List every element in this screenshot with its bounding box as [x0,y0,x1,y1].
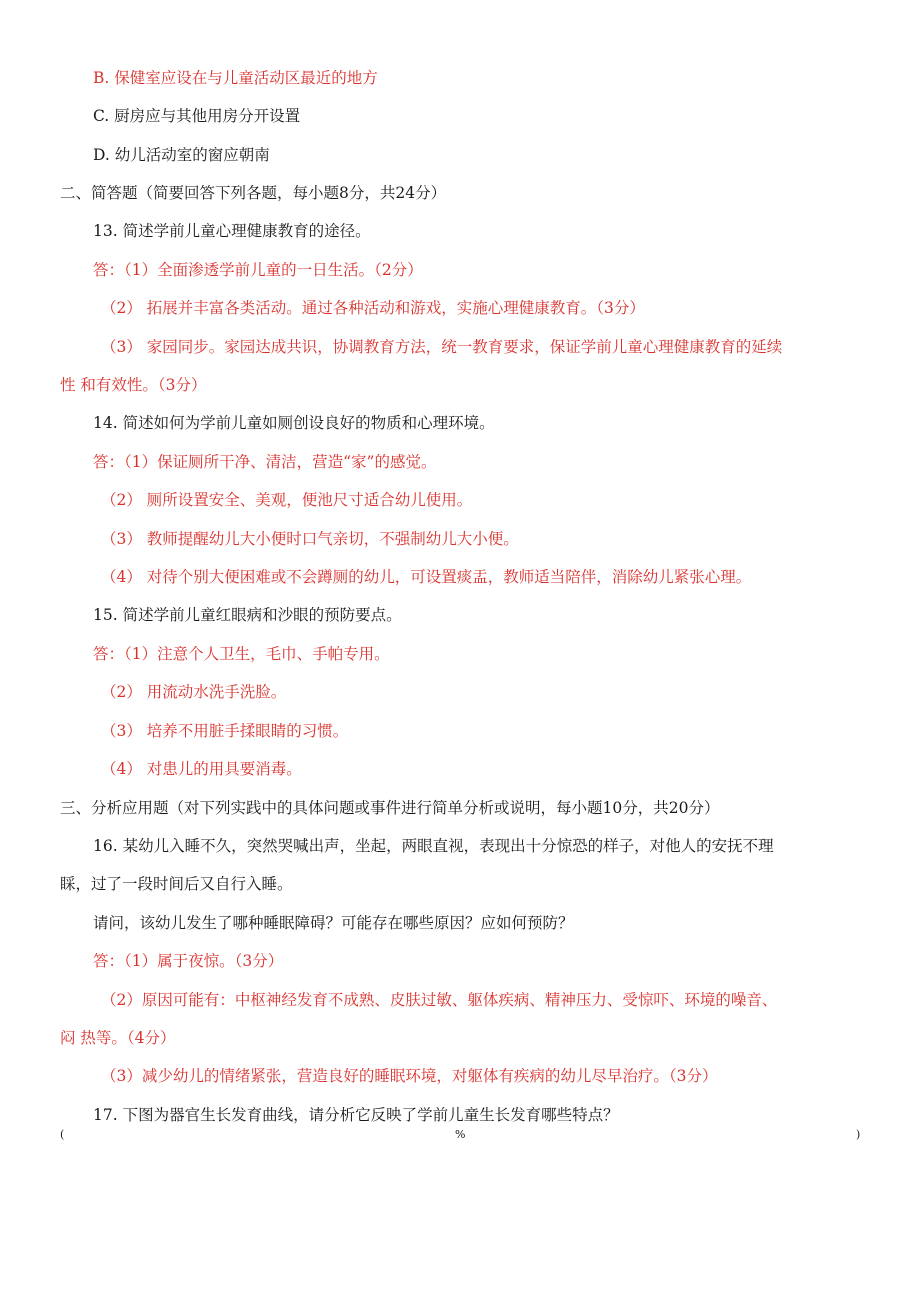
answer-14-part-3: （3） 教师提醒幼儿大小便时口气亲切，不强制幼儿大小便。 [101,530,519,548]
option-b: B. 保健室应设在与儿童活动区最近的地方 [93,69,378,87]
answer-16-part-2-line-1: （2）原因可能有：中枢神经发育不成熟、皮肤过敏、躯体疾病、精神压力、受惊吓、环境的噪音、 [101,991,778,1009]
question-16-line-2: 睬，过了一段时间后又自行入睡。 [60,875,293,893]
option-c: C. 厨房应与其他用房分开设置 [93,107,301,125]
question-15: 15. 简述学前儿童红眼病和沙眼的预防要点。 [93,606,402,624]
answer-15-part-2: （2） 用流动水洗手洗脸。 [101,683,287,701]
question-13: 13. 简述学前儿童心理健康教育的途径。 [93,222,371,240]
answer-14-part-2: （2） 厕所设置安全、美观，便池尺寸适合幼儿使用。 [101,491,473,509]
answer-16-part-3: （3）减少幼儿的情绪紧张，营造良好的睡眠环境，对躯体有疾病的幼儿尽早治疗。（3分） [101,1067,718,1085]
answer-14-part-1: 答：（1）保证厕所干净、清洁，营造“家”的感觉。 [93,453,437,471]
question-14: 14. 简述如何为学前儿童如厕创设良好的物质和心理环境。 [93,414,495,432]
question-17: 17. 下图为器官生长发育曲线，请分析它反映了学前儿童生长发育哪些特点？ [93,1106,619,1124]
answer-13-part-3-line-2: 性 和有效性。（3分） [60,376,207,394]
option-d: D. 幼儿活动室的窗应朝南 [93,146,270,164]
chart-percent-label: % [455,1128,466,1141]
section-3-heading: 三、分析应用题（对下列实践中的具体问题或事件进行简单分析或说明，每小题10分，共20分） [60,799,720,817]
answer-15-part-4: （4） 对患儿的用具要消毒。 [101,760,302,778]
section-2-heading: 二、简答题（简要回答下列各题，每小题8分，共24分） [60,184,447,202]
answer-15-part-3: （3） 培养不用脏手揉眼睛的习惯。 [101,722,349,740]
answer-14-part-4: （4） 对待个别大便困难或不会蹲厕的幼儿，可设置痰盂，教师适当陪伴，消除幼儿紧张心理。 [101,568,752,586]
answer-13-part-1: 答：（1）全面渗透学前儿童的一日生活。（2分） [93,261,423,279]
answer-13-part-2: （2） 拓展并丰富各类活动。通过各种活动和游戏，实施心理健康教育。（3分） [101,299,645,317]
answer-15-part-1: 答：（1）注意个人卫生，毛巾、手帕专用。 [93,645,390,663]
chart-right-paren: ) [856,1128,861,1141]
chart-left-paren: ( [60,1128,65,1141]
answer-13-part-3-line-1: （3） 家园同步。家园达成共识，协调教育方法，统一教育要求，保证学前儿童心理健康教育的延续 [101,338,783,356]
question-16-line-3: 请问，该幼儿发生了哪种睡眠障碍？可能存在哪些原因？应如何预防？ [93,914,574,932]
answer-16-part-2-line-2: 闷 热等。（4分） [60,1029,176,1047]
answer-16-part-1: 答：（1）属于夜惊。（3分） [93,952,284,970]
question-16-line-1: 16. 某幼儿入睡不久，突然哭喊出声，坐起，两眼直视，表现出十分惊恐的样子，对他人的安抚不理 [93,837,774,855]
